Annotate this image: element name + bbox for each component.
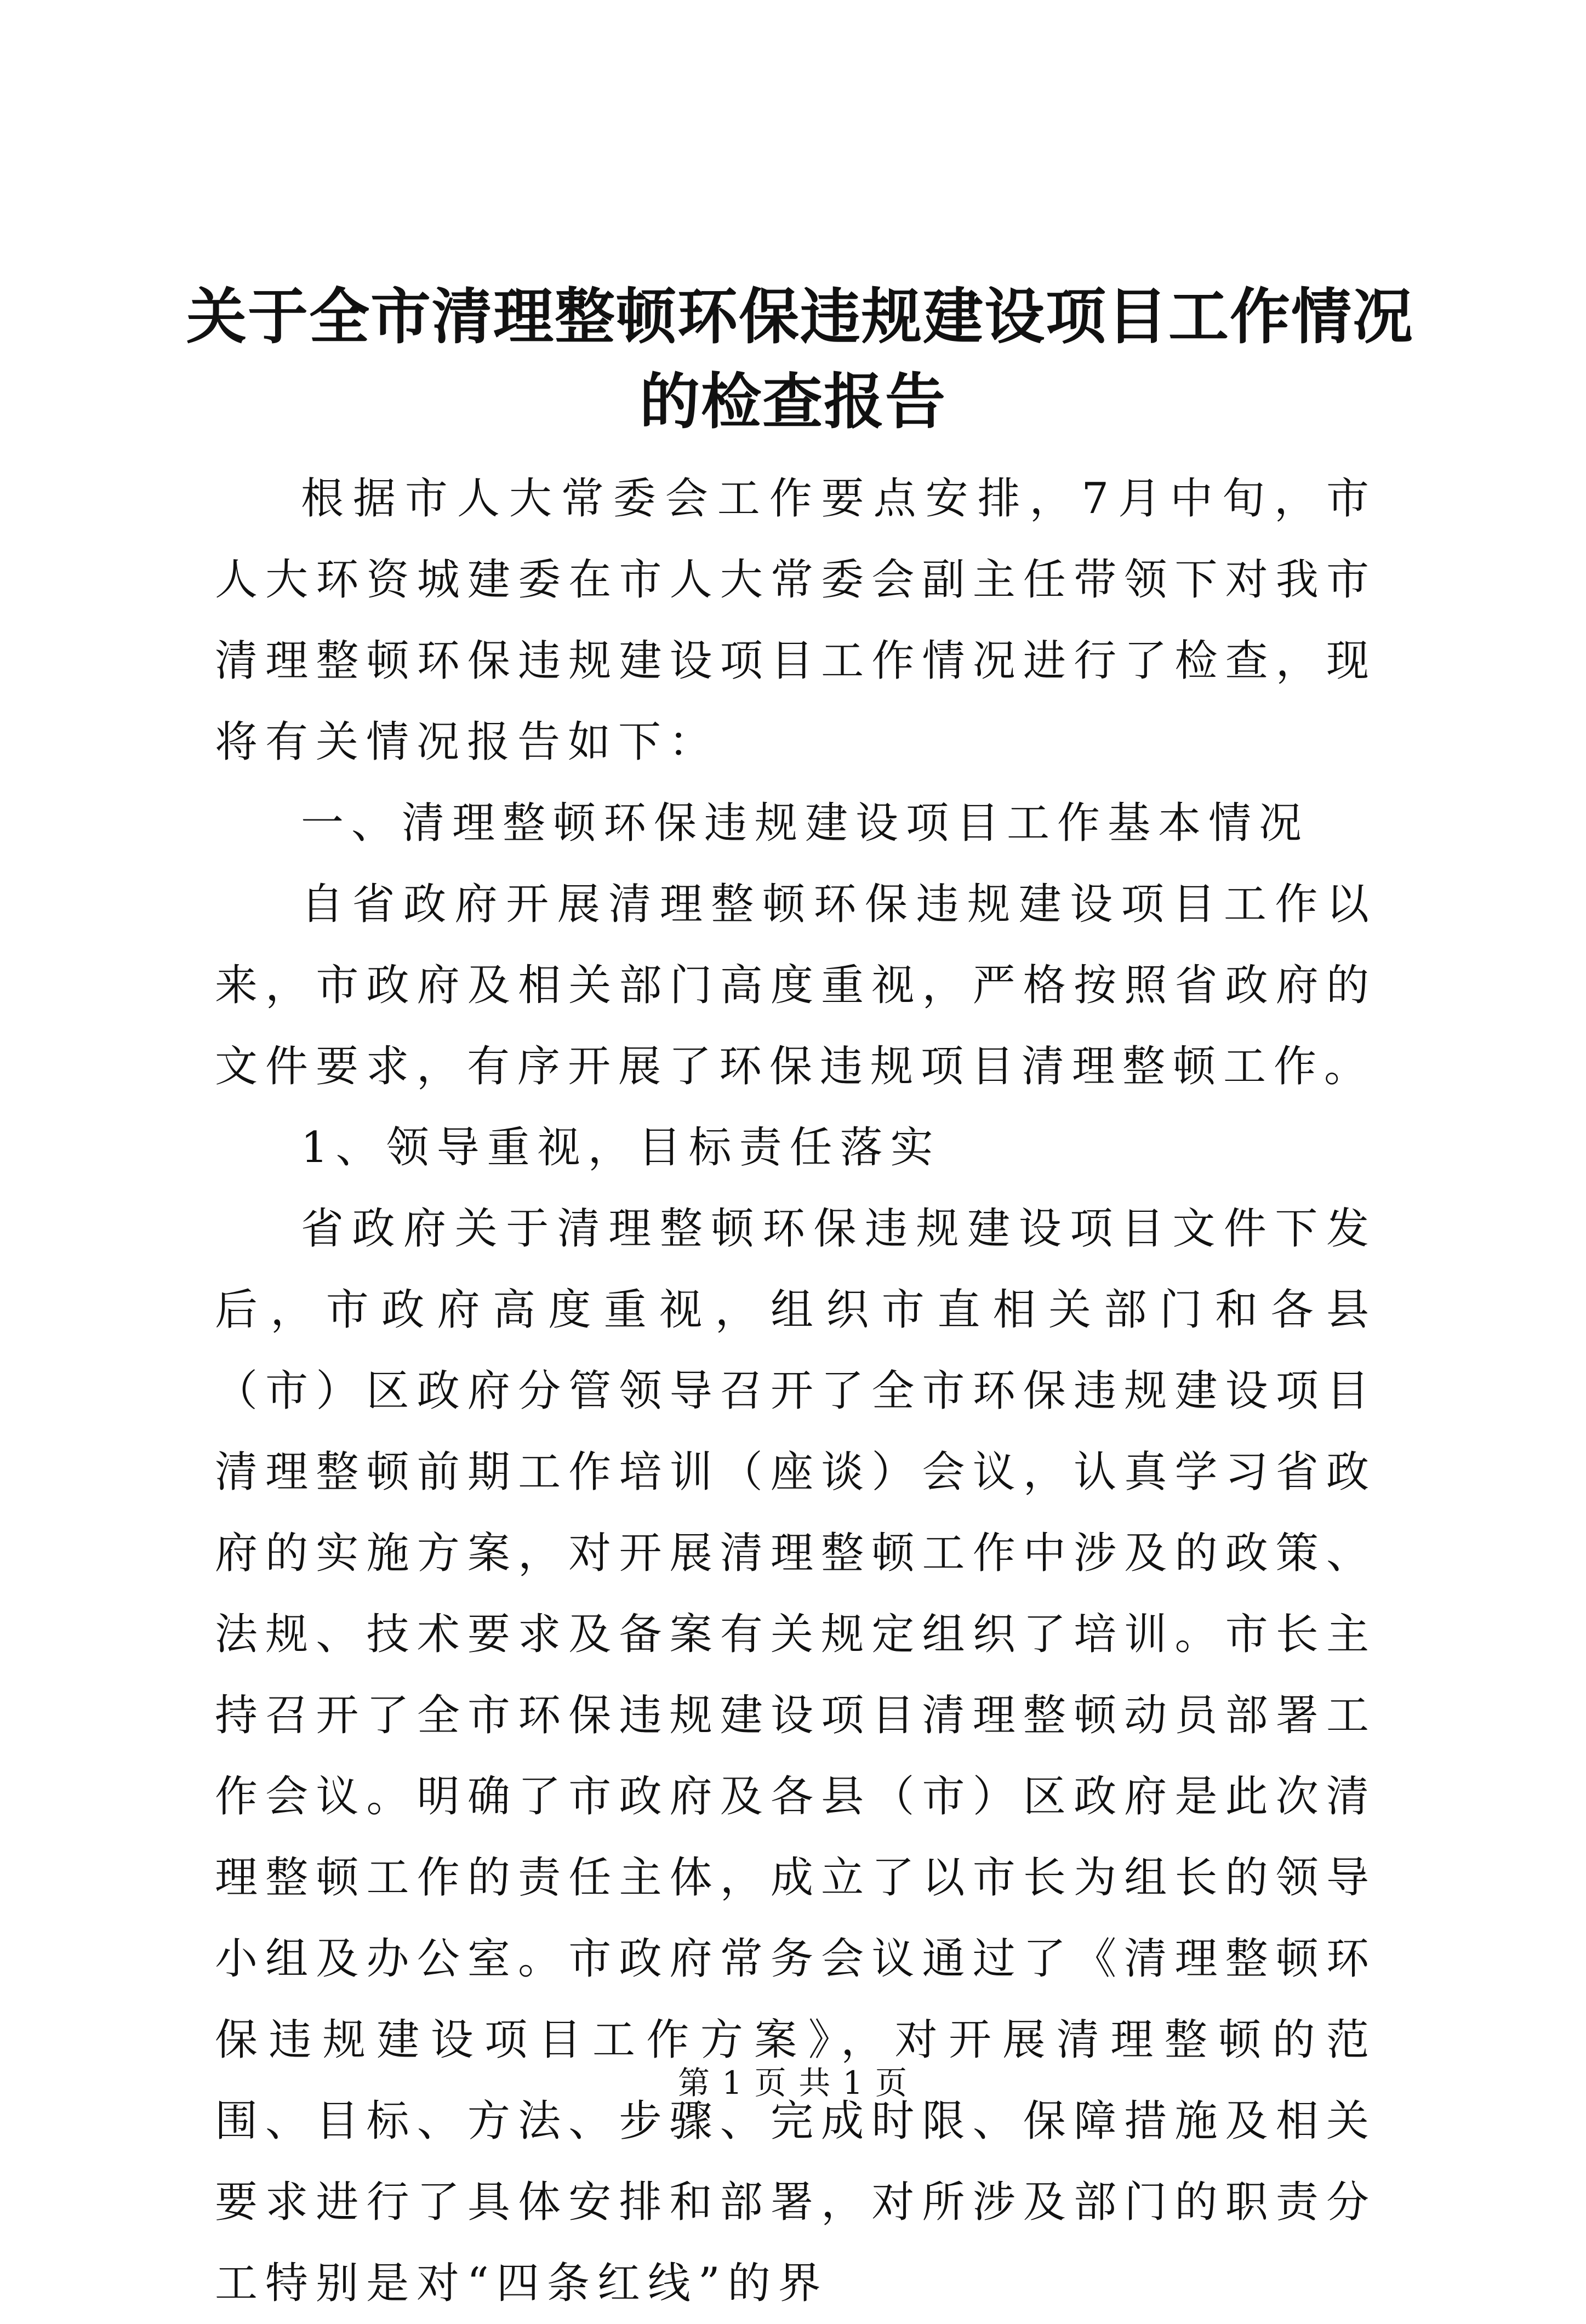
paragraph-leadership: 省政府关于清理整顿环保违规建设项目文件下发后，市政府高度重视，组织市直相关部门和各县（市）区政府分管领导召开了全市环保违规建设项目清理整顿前期工作培训（座谈）会议，认真学习省政府的实施方案，对开展清理整顿工作中涉及的政策、法规、技术要求及备案有关规定组织了培训。市长主持召开了全市环保违规建设项目清理整顿动员部署工作会议。明确了市政府及各县（市）区政府是此次清理整顿工作的责任主体，成立了以市长为组长的领导小组及办公室。市政府常务会议通过了《清理整顿环保违规建设项目工作方案》，对开展清理整顿的范围、目标、方法、步骤、完成时限、保障措施及相关要求进行了具体安排和部署，对所涉及部门的职责分工特别是对“四条红线”的界 bbox=[215, 1204, 1377, 2308]
paragraph-overview: 自省政府开展清理整顿环保违规建设项目工作以来，市政府及相关部门高度重视，严格按照省政府的文件要求，有序开展了环保违规项目清理整顿工作。 bbox=[215, 880, 1377, 1091]
document-body bbox=[215, 458, 1377, 2324]
page-footer: 第 1 页 共 1 页 bbox=[678, 2064, 908, 2101]
document-title bbox=[186, 274, 1414, 444]
title-line-2: 的检查报告 bbox=[640, 366, 946, 437]
title-line-1: 关于全市清理整顿环保违规建设项目工作情况 bbox=[186, 281, 1414, 352]
subsection-heading-1: 1、领导重视，目标责任落实 bbox=[301, 1123, 941, 1172]
section-heading-1: 一、清理整顿环保违规建设项目工作基本情况 bbox=[301, 799, 1310, 848]
paragraph-intro: 根据市人大常委会工作要点安排，7月中旬，市人大环资城建委在市人大常委会副主任带领下对我市清理整顿环保违规建设项目工作情况进行了检查，现将有关情况报告如下： bbox=[215, 474, 1377, 767]
